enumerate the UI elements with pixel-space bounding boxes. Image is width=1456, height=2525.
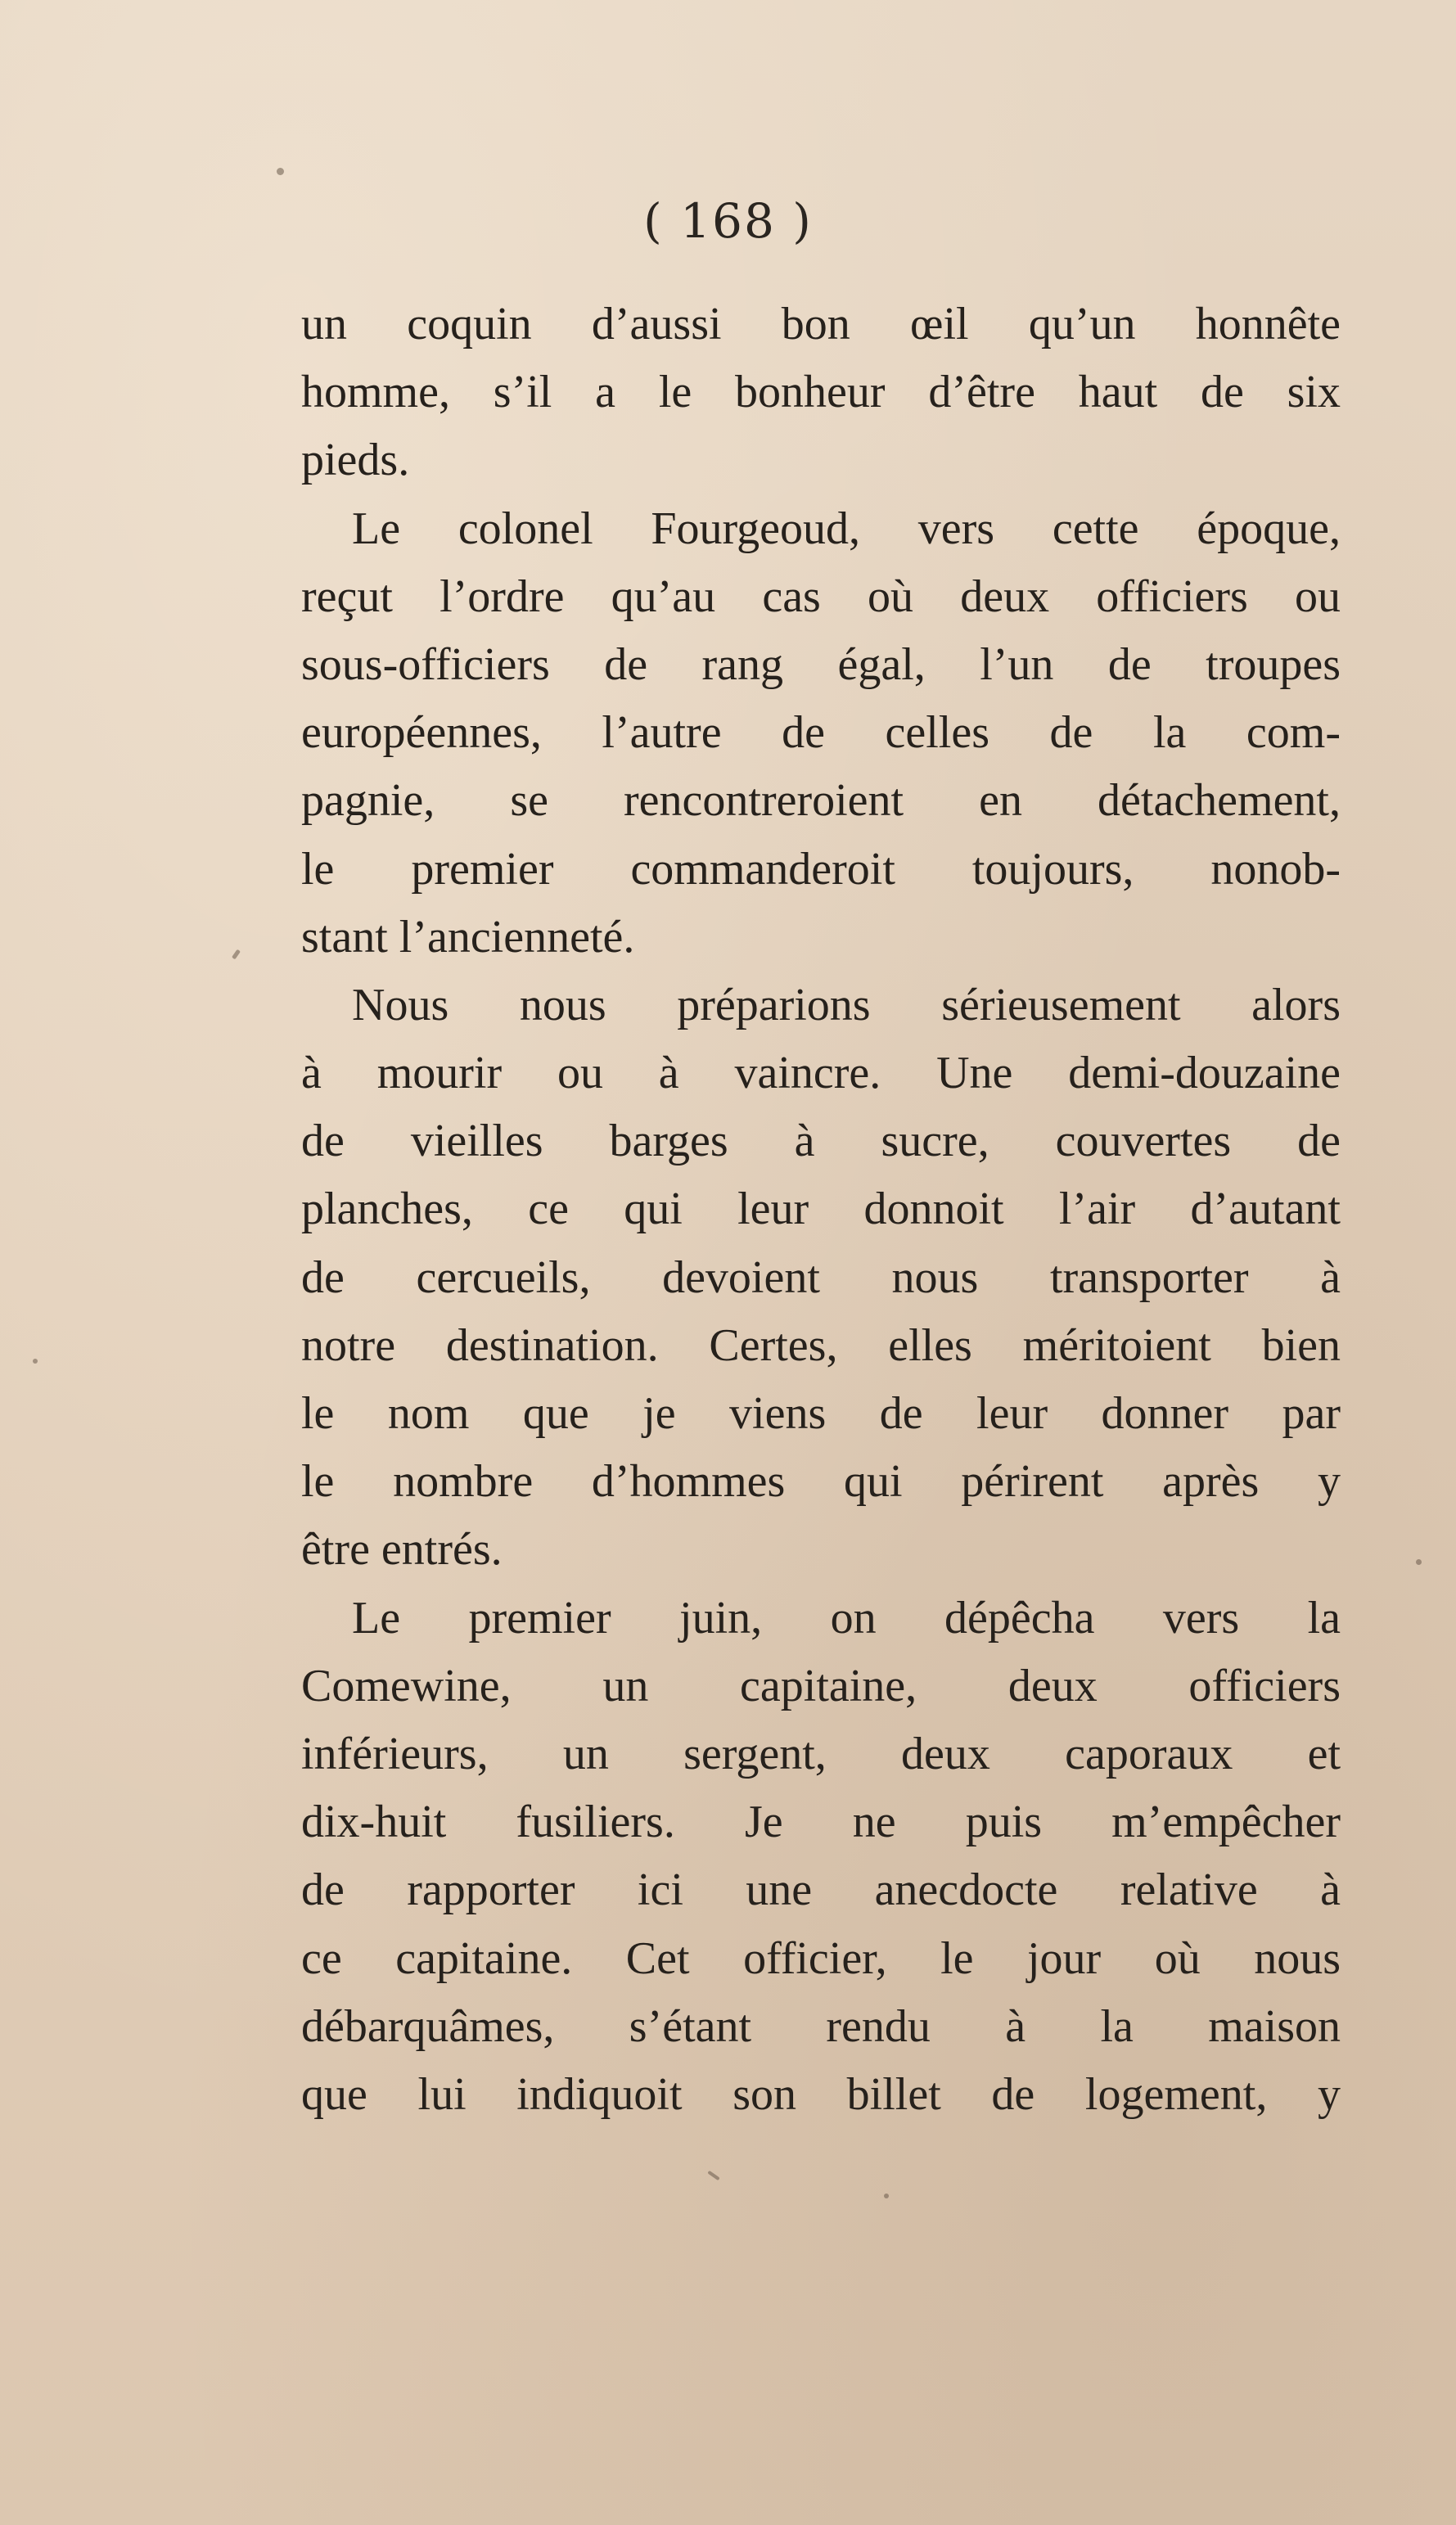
paper-speck	[884, 2194, 889, 2198]
text-line: le premier commanderoit toujours, nonob-	[301, 843, 1341, 895]
text-line: le nombre d’hommes qui périrent après y	[301, 1456, 1341, 1508]
paper-speck	[277, 168, 284, 175]
text-line: de vieilles barges à sucre, couvertes de	[301, 1116, 1341, 1167]
paper-speck	[33, 1359, 38, 1364]
text-line: dix-huit fusiliers. Je ne puis m’empêcher	[301, 1797, 1341, 1848]
text-line: être entrés.	[301, 1524, 503, 1576]
text-line: Nous nous préparions sérieusement alors	[352, 979, 1341, 1030]
text-line: à mourir ou à vaincre. Une demi-douzaine	[301, 1048, 1341, 1099]
text-line: européennes, l’autre de celles de la com-	[301, 707, 1341, 759]
text-line: Le colonel Fourgeoud, vers cette époque,	[352, 503, 1341, 554]
text-line: sous-officiers de rang égal, l’un de troupes	[301, 638, 1341, 690]
text-line: homme, s’il a le bonheur d’être haut de six	[301, 367, 1341, 418]
text-line: Le premier juin, on dépêcha vers la	[352, 1592, 1341, 1644]
text-line: le nom que je viens de leur donner par	[301, 1388, 1341, 1439]
text-line: pieds.	[301, 435, 410, 486]
text-line: pagnie, se rencontreroient en détachement,	[301, 775, 1341, 827]
paper-speck	[707, 2171, 719, 2180]
text-line: ce capitaine. Cet officier, le jour où nous	[301, 1932, 1341, 1984]
text-line: un coquin d’aussi bon œil qu’un honnête	[301, 299, 1341, 349]
paper-speck	[232, 949, 241, 960]
page-number: ( 168 )	[643, 193, 813, 249]
body-text	[301, 291, 1341, 2129]
text-line: de cercueils, devoient nous transporter à	[301, 1251, 1341, 1303]
text-line: planches, ce qui leur donnoit l’air d’autant	[301, 1184, 1341, 1235]
text-line: débarquâmes, s’étant rendu à la maison	[301, 2000, 1341, 2052]
paper-speck	[1416, 1559, 1422, 1565]
text-line: notre destination. Certes, elles méritoient bien	[301, 1319, 1341, 1371]
text-line: de rapporter ici une anecdocte relative à	[301, 1864, 1341, 1916]
text-line: inférieurs, un sergent, deux caporaux et	[301, 1728, 1341, 1779]
text-line: stant l’ancienneté.	[301, 911, 635, 963]
text-line: que lui indiquoit son billet de logement, y	[301, 2068, 1341, 2120]
text-line: reçut l’ordre qu’au cas où deux officiers ou	[301, 570, 1341, 622]
text-line: Comewine, un capitaine, deux officiers	[301, 1660, 1341, 1711]
